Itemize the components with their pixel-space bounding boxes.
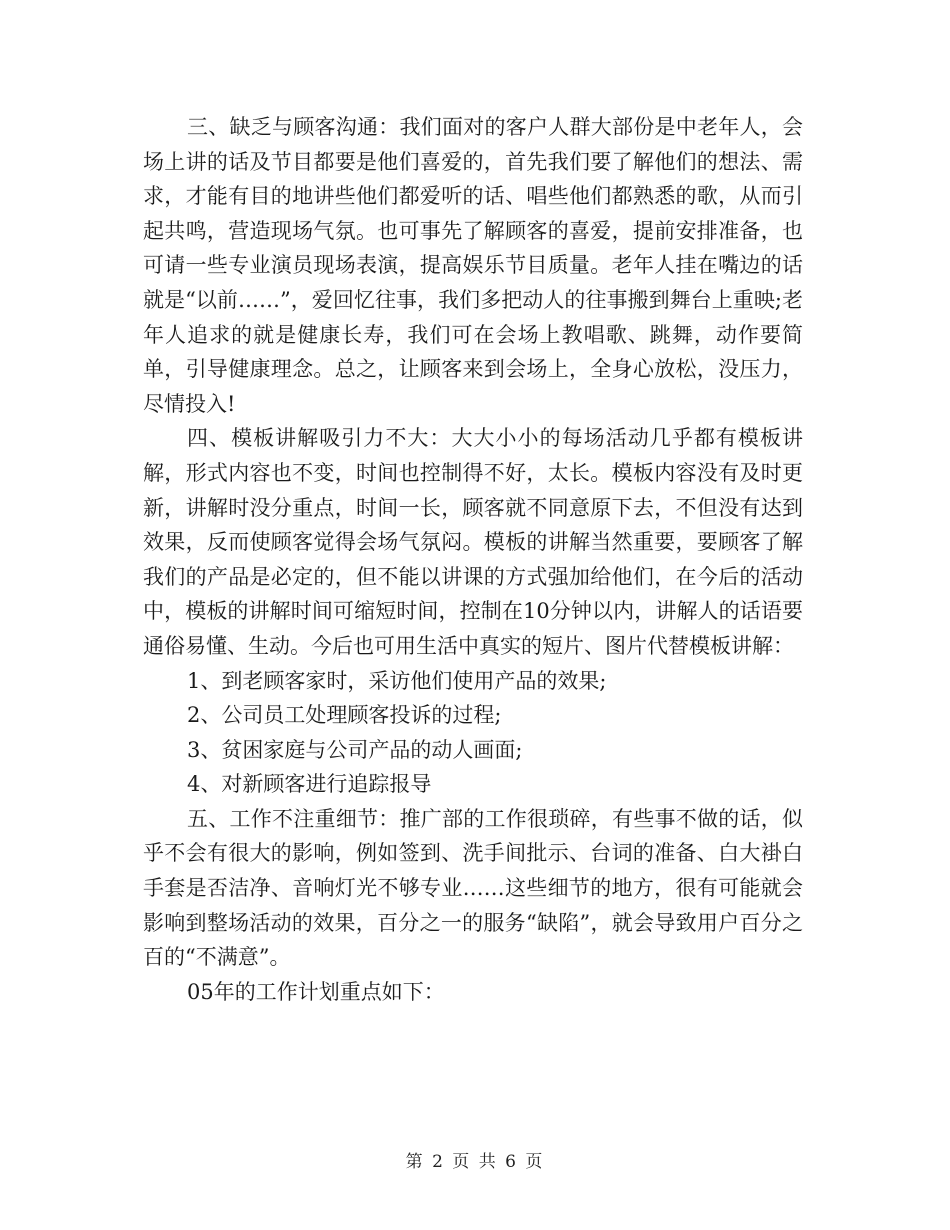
list-item: 3、贫困家庭与公司产品的动人画面; — [187, 737, 523, 762]
paragraph-details: 五、工作不注重细节：推广部的工作很琐碎，有些事不做的话，似乎不会有很大的影响，例如签到、洗手间批示、台词的准备、白大褂白手套是否洁净、音响灯光不够专业……这些细节的地方，很有可能就会影响到整场活动的效果，百分之一的服务“缺陷”，就会导致用户百分之百的“不满意”。 — [143, 806, 803, 970]
paragraph-work-plan-heading: 05年的工作计划重点如下： — [187, 979, 445, 1004]
paragraph-template-explanation: 四、模板讲解吸引力不大：大大小小的每场活动几乎都有模板讲解，形式内容也不变，时间也控制得不好，太长。模板内容没有及时更新，讲解时没分重点，时间一长，顾客就不同意原下去，不但没有达到效果，反而使顾客觉得会场气氛闷。模板的讲解当然重要，要顾客了解我们的产品是必定的，但不能以讲课的方式强加给他们，在今后的活动中，模板的讲解时间可缩短时间，控制在10分钟以内，讲解人的话语要通俗易懂、生动。今后也可用生活中真实的短片、图片代替模板讲解： — [143, 426, 803, 658]
paragraph-communication: 三、缺乏与顾客沟通：我们面对的客户人群大部份是中老年人，会场上讲的话及节目都要是他们喜爱的，首先我们要了解他们的想法、需求，才能有目的地讲些他们都爱听的话、唱些他们都熟悉的歌，从而引起共鸣，营造现场气氛。也可事先了解顾客的喜爱，提前安排准备，也可请一些专业演员现场表演，提高娱乐节目质量。老年人挂在嘴边的话就是“以前……”，爱回忆往事，我们多把动人的往事搬到舞台上重映;老年人追求的就是健康长寿，我们可在会场上教唱歌、跳舞，动作要简单，引导健康理念。总之，让顾客来到会场上，全身心放松，没压力，尽情投入! — [143, 115, 803, 416]
document-body — [143, 110, 803, 1009]
list-item: 1、到老顾客家时，采访他们使用产品的效果; — [187, 668, 607, 693]
list-item: 4、对新顾客进行追踪报导 — [187, 772, 432, 797]
list-item: 2、公司员工处理顾客投诉的过程; — [187, 703, 502, 728]
page-number-footer: 第 2 页 共 6 页 — [405, 1152, 545, 1172]
